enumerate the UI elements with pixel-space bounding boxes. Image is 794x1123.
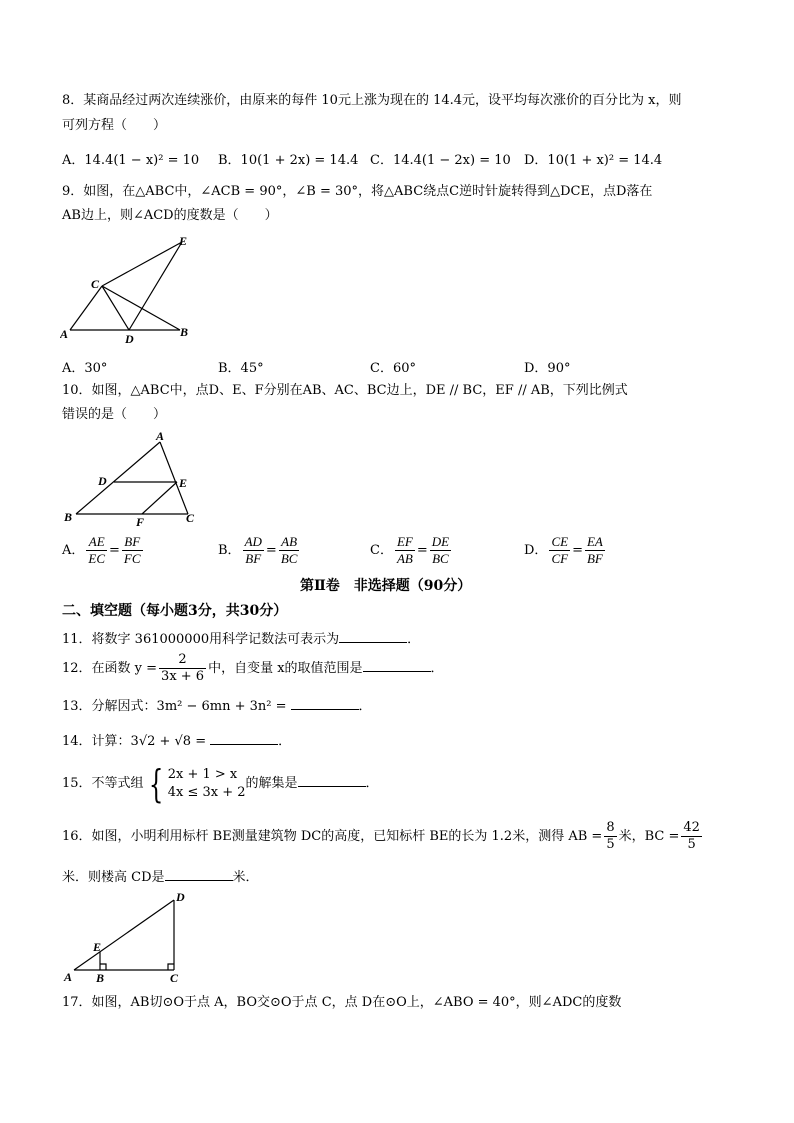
q16-label-e: E [93, 940, 102, 954]
q10-label-c: C [186, 511, 195, 525]
q9-label-b: B [180, 325, 189, 339]
q13-answer-blank[interactable] [291, 695, 359, 710]
q10-label-a: A [156, 429, 165, 443]
q9-label-a: A [60, 327, 69, 341]
q8-stem-line2: 可列方程（ ） [62, 118, 167, 133]
q10-label-d: D [98, 474, 107, 488]
q16-label-c: C [170, 971, 179, 985]
q8-option-c: C．14.4(1 − 2x) = 10 [370, 153, 511, 168]
q9-label-c: C [91, 277, 100, 291]
section2-title: 第Ⅱ卷 非选择题（90分） [300, 578, 472, 594]
q10-triangle-figure [60, 428, 205, 530]
q11-answer-blank[interactable] [339, 628, 407, 643]
q10-label-b: B [64, 510, 73, 524]
q14-answer-blank[interactable] [210, 730, 278, 745]
q10-stem-line2: 错误的是（ ） [62, 407, 167, 422]
q16-line2: 米．则楼高 CD是 米． [62, 866, 259, 887]
q16-triangle-figure [60, 888, 195, 988]
q10-label-e: E [179, 476, 188, 490]
q11: 11．将数字 361000000用科学记数法可表示为 ． [62, 628, 420, 649]
q15-brace: { [148, 761, 163, 806]
q12-answer-blank[interactable] [363, 657, 431, 672]
q9-label-e: E [179, 234, 188, 248]
q8-option-b: B．10(1 + 2x) = 14.4 [218, 153, 359, 168]
q16-label-b: B [96, 971, 105, 985]
q13: 13．分解因式：3m² − 6mn + 3n² = ． [62, 695, 372, 716]
q16-line1: 16．如图，小明利用标杆 BE测量建筑物 DC的高度，已知标杆 BE的长为 1.2米，测得 AB = $\frac{8}{5}$ 米，BC = $\frac{42}{5}$ [62, 820, 700, 852]
q9-triangle-figure [60, 232, 200, 346]
q9-option-d: D．90° [524, 361, 571, 376]
q15-answer-blank[interactable] [298, 772, 366, 787]
q10-option-b: B． $\frac{AD}{BF}$ = $\frac{AB}{BC}$ [218, 534, 298, 566]
q10-option-a: A． $\frac{AE}{EC}$ = $\frac{BF}{FC}$ [62, 534, 141, 566]
q8-option-d: D．10(1 + x)² = 14.4 [524, 153, 663, 168]
section2-heading: 二、填空题（每小题3分，共30分） [62, 603, 288, 619]
q9-stem-line1: 9．如图，在△ABC中，∠ACB = 90°，∠B = 30°，将△ABC绕点C逆时针旋转得到△DCE，点D落在 [62, 184, 653, 199]
q10-label-f: F [136, 515, 145, 529]
q8-option-a: A．14.4(1 − x)² = 10 [62, 153, 200, 168]
q15: 15．不等式组 { 2x + 1 > x 4x ≤ 3x + 2 的解集是 ． [62, 761, 379, 806]
q9-option-a: A．30° [62, 361, 108, 376]
q9-option-b: B．45° [218, 361, 264, 376]
q9-option-c: C．60° [370, 361, 416, 376]
q16-label-d: D [176, 890, 185, 904]
q12: 12．在函数 y = $\frac{2}{3x + 6}$ 中，自变量 x的取值范围是 ． [62, 652, 444, 684]
q9-stem-line2: AB边上，则∠ACD的度数是（ ） [62, 208, 278, 223]
q10-stem-line1: 10．如图，△ABC中，点D、E、F分别在AB、AC、BC边上，DE // BC，EF // AB，下列比例式 [62, 383, 628, 398]
q10-option-d: D． $\frac{CE}{CF}$ = $\frac{EA}{BF}$ [524, 534, 603, 566]
q14: 14．计算：3√2 + √8 = ． [62, 730, 291, 751]
q10-option-c: C． $\frac{EF}{AB}$ = $\frac{DE}{BC}$ [370, 534, 450, 566]
q17: 17．如图，AB切⊙O于点 A，BO交⊙O于点 C，点 D在⊙O上，∠ABO = 40°，则∠ADC的度数 [62, 995, 622, 1010]
q16-answer-blank[interactable] [165, 866, 233, 881]
q16-label-a: A [64, 970, 73, 984]
q9-label-d: D [125, 332, 134, 346]
q8-stem-line1: 8．某商品经过两次连续涨价，由原来的每件 10元上涨为现在的 14.4元，设平均每次涨价的百分比为 x，则 [62, 93, 682, 108]
